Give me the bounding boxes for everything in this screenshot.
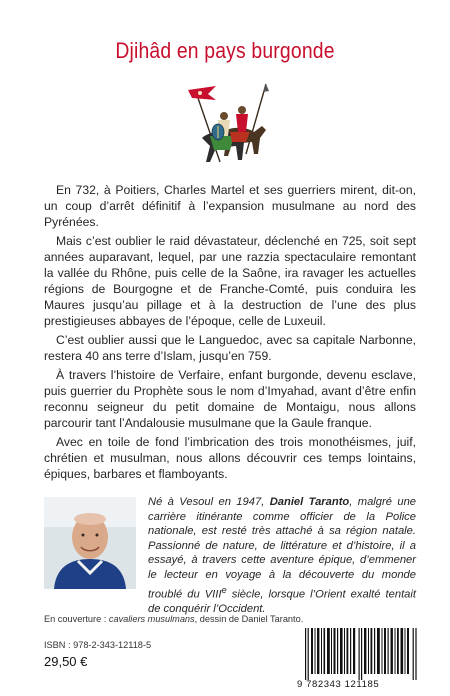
- bio-intro: Né à Vesoul en 1947,: [148, 496, 270, 508]
- credit-work: cavaliers musulmans: [108, 614, 195, 624]
- summary-paragraph: En 732, à Poitiers, Charles Martel et ses guerriers mirent, dit-on, un coup d’arrêt définitif à l’expansion musulmane au nord des Pyrénées.: [44, 183, 416, 229]
- book-title: Djihâd en pays burgonde: [115, 38, 335, 63]
- barcode: [305, 628, 417, 680]
- back-cover-summary: [44, 182, 416, 485]
- summary-paragraph: Mais c’est oublier le raid dévastateur, déclenché en 725, soit sept années auparavant, lequel, par une razzia spectaculaire remontant la vallée du Rhône, puis celle de la Saône, ira ravager les actuelles régions de Bourgogne et de Franche-Comté, puis conduira les Maures jusqu’au pillage et à la destruction de l’une des plus prestigieuses abbayes de l’époque, celle de Luxeuil.: [44, 234, 416, 328]
- summary-paragraph: À travers l’histoire de Verfaire, enfant burgonde, devenu esclave, puis guerrier du Prophète sous le nom d’Imyahad, avant d’être enfin reconnu seigneur du petit domaine de Montaigu, nous allons parcourir tant l’Andalousie musulmane que la Gaule franque.: [44, 368, 416, 430]
- credit-suffix: , dessin de Daniel Taranto.: [194, 614, 304, 624]
- bio-superscript: e: [221, 584, 227, 595]
- author-biography: [148, 495, 416, 616]
- summary-paragraph: C’est oublier aussi que le Languedoc, avec sa capitale Narbonne, restera 40 ans terre d’Islam, jusqu’en 759.: [44, 333, 416, 363]
- bio-text-end: siècle, lorsque l’Orient exalté tentait de conquérir l’Occident.: [148, 588, 417, 615]
- credit-prefix: En couverture :: [44, 614, 109, 624]
- author-photo: [44, 497, 136, 589]
- horsemen-illustration: [180, 76, 280, 176]
- cover-credit: [44, 614, 424, 624]
- barcode-digits: 9 782343 121185: [297, 679, 380, 690]
- isbn: ISBN : 978-2-343-12118-5: [44, 640, 152, 650]
- price: 29,50 €: [44, 654, 88, 669]
- author-name: Daniel Taranto: [269, 496, 350, 508]
- bio-text: , malgré une carrière itinérante comme officier de la Police nationale, est resté très attaché à sa région natale. Passionné de nature, de littérature et d’histoire, il a essayé, à travers cette aventure épique, d’emmener le lecteur en voyage à la découverte du monde troublé du VIII: [148, 496, 417, 601]
- summary-paragraph: Avec en toile de fond l’imbrication des trois monothéismes, juif, chrétien et musulman, nous allons découvrir ces temps lointains, épiques, barbares et flamboyants.: [44, 435, 416, 481]
